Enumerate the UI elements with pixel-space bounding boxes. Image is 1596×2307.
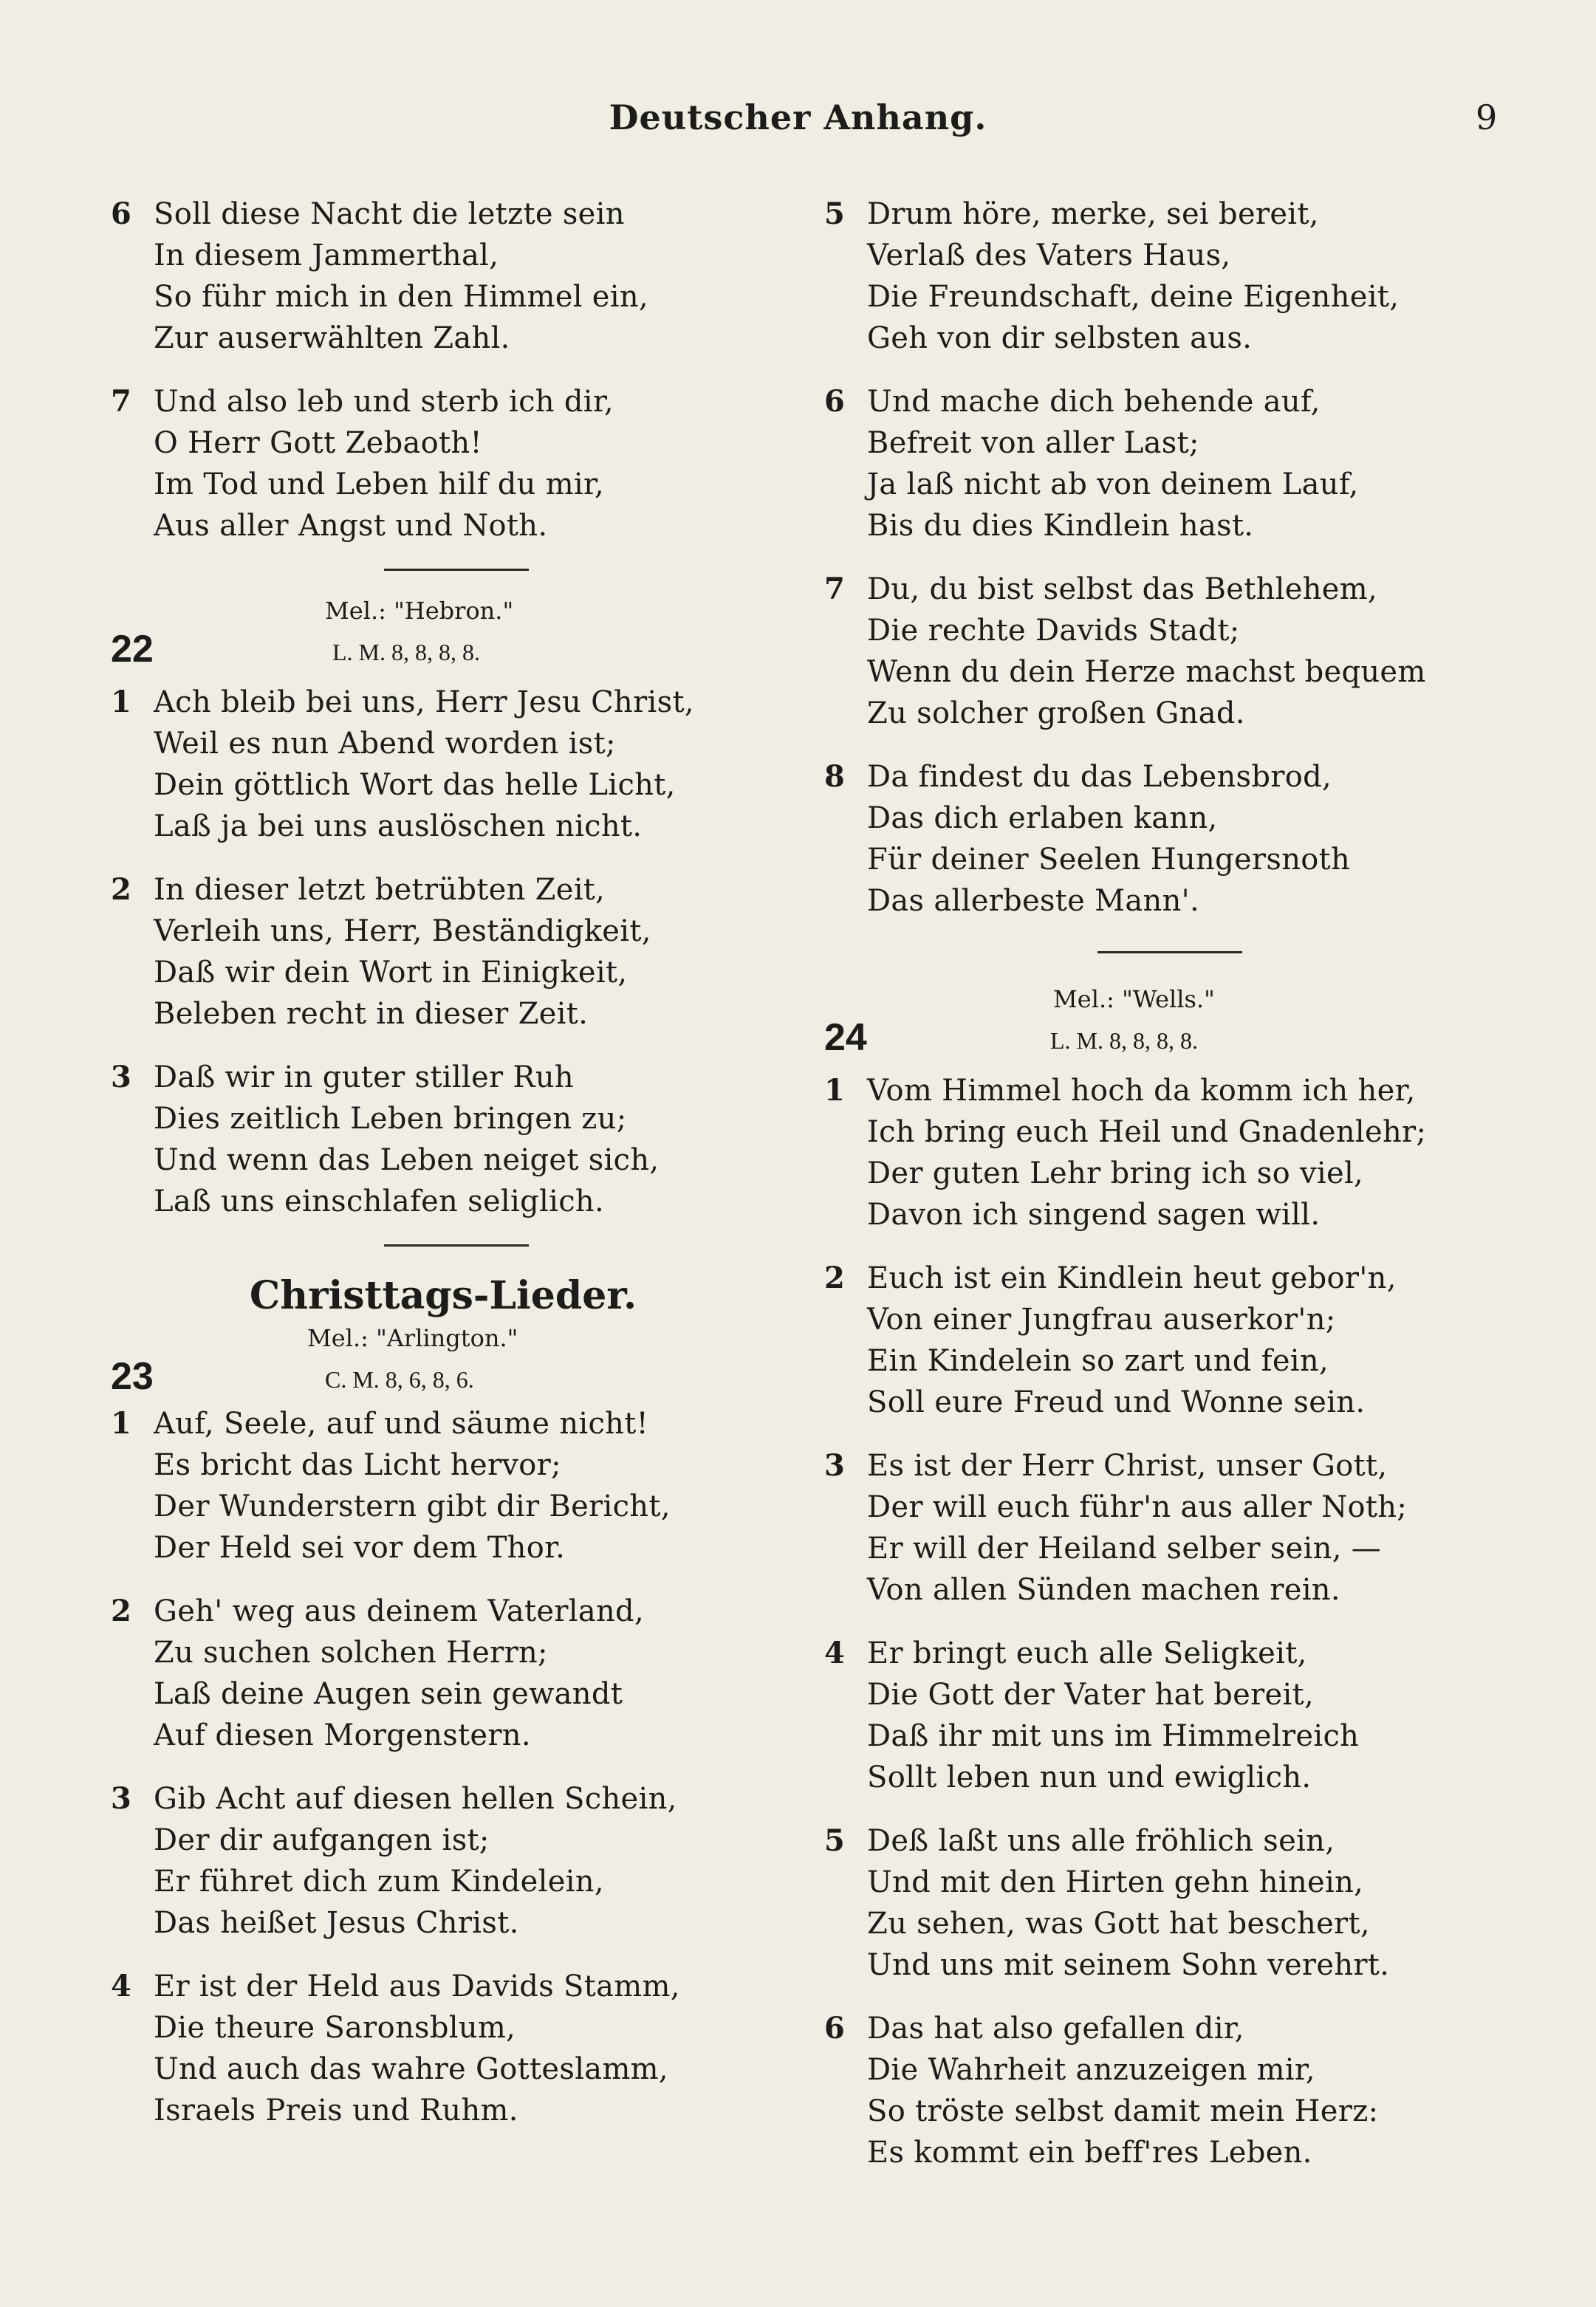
verse-lines	[824, 756, 1504, 922]
meter-label: L. M. 8, 8, 8, 8.	[332, 639, 480, 665]
verse-line: Geh' weg aus deinem Vaterland,	[154, 1594, 644, 1628]
verse	[824, 1445, 1504, 1611]
verse-lines	[111, 381, 805, 546]
verse-number: 5	[824, 196, 845, 231]
verse-line: Davon ich singend sagen will.	[867, 1198, 1321, 1232]
hymn-number: 23	[111, 1355, 154, 1398]
verse-number: 7	[824, 572, 845, 606]
continued-verses	[111, 193, 805, 546]
verse-lines	[111, 1966, 805, 2131]
continued-verses	[824, 193, 1504, 922]
verse-line: Zu sehen, was Gott hat beschert,	[867, 1907, 1370, 1941]
verse	[824, 569, 1504, 734]
page-header	[0, 97, 1596, 149]
verse-line: Geh von dir selbsten aus.	[867, 321, 1253, 355]
verse-line: Und mache dich behende auf,	[867, 385, 1321, 419]
verse	[824, 1258, 1504, 1423]
verse-number: 6	[111, 196, 131, 231]
verse-line: Es ist der Herr Christ, unser Gott,	[867, 1449, 1388, 1483]
verse-number: 2	[824, 1261, 845, 1295]
verse-line: Auf, Seele, auf und säume nicht!	[154, 1407, 648, 1441]
verse-number: 6	[824, 2011, 845, 2046]
verse-number: 5	[824, 1823, 845, 1858]
divider	[384, 569, 529, 571]
verse-line: Das dich erlaben kann,	[867, 801, 1218, 835]
verse	[824, 193, 1504, 359]
verse-line: So tröste selbst damit mein Herz:	[867, 2094, 1379, 2128]
verse-line: Der dir aufgangen ist;	[154, 1823, 490, 1857]
verse-number: 1	[824, 1073, 845, 1108]
verse-line: Er führet dich zum Kindelein,	[154, 1865, 604, 1899]
verse	[824, 2008, 1504, 2173]
verse-lines	[111, 682, 805, 847]
verse	[111, 1057, 805, 1222]
verse-number: 8	[824, 759, 845, 794]
verse	[111, 381, 805, 546]
verse-line: Der Held sei vor dem Thor.	[154, 1531, 566, 1565]
left-column	[111, 193, 805, 2153]
verse-line: Verlaß des Vaters Haus,	[867, 239, 1231, 272]
verse-line: Er bringt euch alle Seligkeit,	[867, 1636, 1307, 1670]
verse-line: Und auch das wahre Gotteslamm,	[154, 2052, 668, 2086]
running-title: Deutscher Anhang.	[609, 97, 987, 137]
verse-lines	[824, 1633, 1504, 1798]
verse	[111, 1403, 805, 1569]
verse-number: 3	[824, 1448, 845, 1483]
verse-line: Von einer Jungfrau auserkor'n;	[867, 1303, 1336, 1337]
verse-line: Beleben recht in dieser Zeit.	[154, 997, 589, 1031]
melody-label: Mel.: "Arlington."	[307, 1324, 518, 1352]
right-column	[824, 193, 1504, 2195]
verse-line: Das hat also gefallen dir,	[867, 2012, 1244, 2046]
verse-lines	[111, 869, 805, 1035]
meter-label: C. M. 8, 6, 8, 6.	[325, 1366, 474, 1393]
verse-line: Er will der Heiland selber sein, —	[867, 1532, 1382, 1566]
verse-line: Daß wir dein Wort in Einigkeit,	[154, 956, 628, 990]
verse-line: Ich bring euch Heil und Gnadenlehr;	[867, 1115, 1427, 1149]
verse-line: Du, du bist selbst das Bethlehem,	[867, 572, 1378, 606]
verse-line: Bis du dies Kindlein hast.	[867, 509, 1254, 543]
hymn-23-header	[111, 1322, 805, 1396]
verse-line: Aus aller Angst und Noth.	[154, 509, 548, 543]
verse-lines	[824, 1258, 1504, 1423]
verse-line: Die Gott der Vater hat bereit,	[867, 1678, 1314, 1712]
verse-lines	[824, 381, 1504, 546]
verse	[111, 193, 805, 359]
verse-line: Und wenn das Leben neiget sich,	[154, 1143, 660, 1177]
verse-line: Für deiner Seelen Hungersnoth	[867, 843, 1351, 877]
verse-line: Und also leb und sterb ich dir,	[154, 385, 614, 419]
melody-label: Mel.: "Hebron."	[325, 597, 514, 625]
verse-lines	[824, 569, 1504, 734]
verse-lines	[824, 2008, 1504, 2173]
verse-line: Der Wunderstern gibt dir Bericht,	[154, 1490, 671, 1523]
verse-lines	[111, 1591, 805, 1756]
verse-number: 1	[111, 1406, 131, 1441]
verse-line: Es kommt ein beff'res Leben.	[867, 2136, 1312, 2170]
page-number: 9	[1476, 97, 1498, 137]
hymn-23-verses	[111, 1403, 805, 2131]
verse-line: Wenn du dein Herze machst bequem	[867, 655, 1426, 689]
verse-line: Da findest du das Lebensbrod,	[867, 760, 1332, 794]
verse-line: Und uns mit seinem Sohn verehrt.	[867, 1948, 1390, 1982]
verse-line: In dieser letzt betrübten Zeit,	[154, 873, 606, 907]
verse-line: Dies zeitlich Leben bringen zu;	[154, 1102, 627, 1136]
verse-line: Ein Kindelein so zart und fein,	[867, 1344, 1329, 1378]
verse-number: 4	[111, 1969, 131, 2003]
verse-line: Die Wahrheit anzuzeigen mir,	[867, 2053, 1315, 2087]
verse-number: 4	[824, 1636, 845, 1670]
hymn-22-verses	[111, 682, 805, 1222]
verse-line: Euch ist ein Kindlein heut gebor'n,	[867, 1261, 1397, 1295]
verse-line: Im Tod und Leben hilf du mir,	[154, 467, 605, 501]
meter-label: L. M. 8, 8, 8, 8.	[1050, 1027, 1198, 1054]
verse-lines	[824, 1070, 1504, 1235]
verse-lines	[824, 1445, 1504, 1611]
verse-lines	[111, 1057, 805, 1222]
verse-lines	[111, 1778, 805, 1944]
verse	[111, 1966, 805, 2131]
verse-line: Die Freundschaft, deine Eigenheit,	[867, 280, 1400, 314]
verse	[824, 1820, 1504, 1986]
verse-number: 3	[111, 1060, 131, 1094]
verse-line: Ja laß nicht ab von deinem Lauf,	[867, 467, 1359, 501]
verse-line: Deß laßt uns alle fröhlich sein,	[867, 1824, 1335, 1858]
verse	[111, 869, 805, 1035]
verse-lines	[824, 193, 1504, 359]
verse-line: Der guten Lehr bring ich so viel,	[867, 1156, 1364, 1190]
verse-lines	[111, 1403, 805, 1569]
verse-line: Es bricht das Licht hervor;	[154, 1448, 561, 1482]
verse-line: So führ mich in den Himmel ein,	[154, 280, 648, 314]
verse-number: 2	[111, 872, 131, 907]
verse-line: Sollt leben nun und ewiglich.	[867, 1761, 1312, 1794]
verse	[824, 1633, 1504, 1798]
verse-line: Drum höre, merke, sei bereit,	[867, 197, 1319, 231]
verse-line: Laß ja bei uns auslöschen nicht.	[154, 809, 643, 843]
verse-line: Laß uns einschlafen seliglich.	[154, 1185, 604, 1218]
verse	[111, 682, 805, 847]
verse	[111, 1778, 805, 1944]
verse-line: Die theure Saronsblum,	[154, 2011, 516, 2045]
verse-lines	[111, 193, 805, 359]
verse-line: Zur auserwählten Zahl.	[154, 321, 510, 355]
verse-line: Soll eure Freud und Wonne sein.	[867, 1385, 1366, 1419]
section-title: Christtags-Lieder.	[249, 1273, 637, 1318]
verse-line: Von allen Sünden machen rein.	[867, 1573, 1340, 1607]
verse-line: Soll diese Nacht die letzte sein	[154, 197, 625, 231]
verse-line: Verleih uns, Herr, Beständigkeit,	[154, 914, 651, 948]
verse-number: 3	[111, 1781, 131, 1816]
verse	[111, 1591, 805, 1756]
divider	[1097, 951, 1242, 953]
verse-line: Und mit den Hirten gehn hinein,	[867, 1865, 1364, 1899]
verse-number: 7	[111, 384, 131, 419]
verse-line: Der will euch führ'n aus aller Noth;	[867, 1490, 1408, 1524]
verse-line: Israels Preis und Ruhm.	[154, 2094, 518, 2128]
verse	[824, 381, 1504, 546]
verse-line: Dein göttlich Wort das helle Licht,	[154, 768, 676, 802]
verse-line: Das allerbeste Mann'.	[867, 884, 1199, 918]
verse-number: 2	[111, 1594, 131, 1628]
hymn-24-verses	[824, 1070, 1504, 2173]
hymn-22-header	[111, 594, 805, 674]
hymn-number: 22	[111, 628, 154, 671]
verse-line: Auf diesen Morgenstern.	[154, 1718, 531, 1752]
verse-line: Das heißet Jesus Christ.	[154, 1906, 519, 1940]
verse-line: O Herr Gott Zebaoth!	[154, 426, 482, 460]
verse-lines	[824, 1820, 1504, 1986]
verse-number: 6	[824, 384, 845, 419]
divider	[384, 1244, 529, 1247]
hymn-24-header	[824, 983, 1504, 1063]
verse-line: Ach bleib bei uns, Herr Jesu Christ,	[154, 685, 694, 719]
verse-line: Die rechte Davids Stadt;	[867, 614, 1240, 648]
verse-line: Vom Himmel hoch da komm ich her,	[867, 1074, 1416, 1108]
verse	[824, 1070, 1504, 1235]
verse-line: In diesem Jammerthal,	[154, 239, 499, 272]
melody-label: Mel.: "Wells."	[1053, 985, 1215, 1013]
verse-line: Laß deine Augen sein gewandt	[154, 1677, 623, 1711]
verse-line: Er ist der Held aus Davids Stamm,	[154, 1970, 680, 2003]
verse-line: Gib Acht auf diesen hellen Schein,	[154, 1782, 677, 1816]
hymn-number: 24	[824, 1016, 867, 1059]
verse-line: Weil es nun Abend worden ist;	[154, 727, 616, 761]
verse-line: Zu solcher großen Gnad.	[867, 696, 1245, 730]
verse-line: Daß ihr mit uns im Himmelreich	[867, 1719, 1360, 1753]
verse-line: Daß wir in guter stiller Ruh	[154, 1060, 574, 1094]
verse-number: 1	[111, 685, 131, 719]
verse	[824, 756, 1504, 922]
verse-line: Zu suchen solchen Herrn;	[154, 1636, 548, 1670]
verse-line: Befreit von aller Last;	[867, 426, 1199, 460]
